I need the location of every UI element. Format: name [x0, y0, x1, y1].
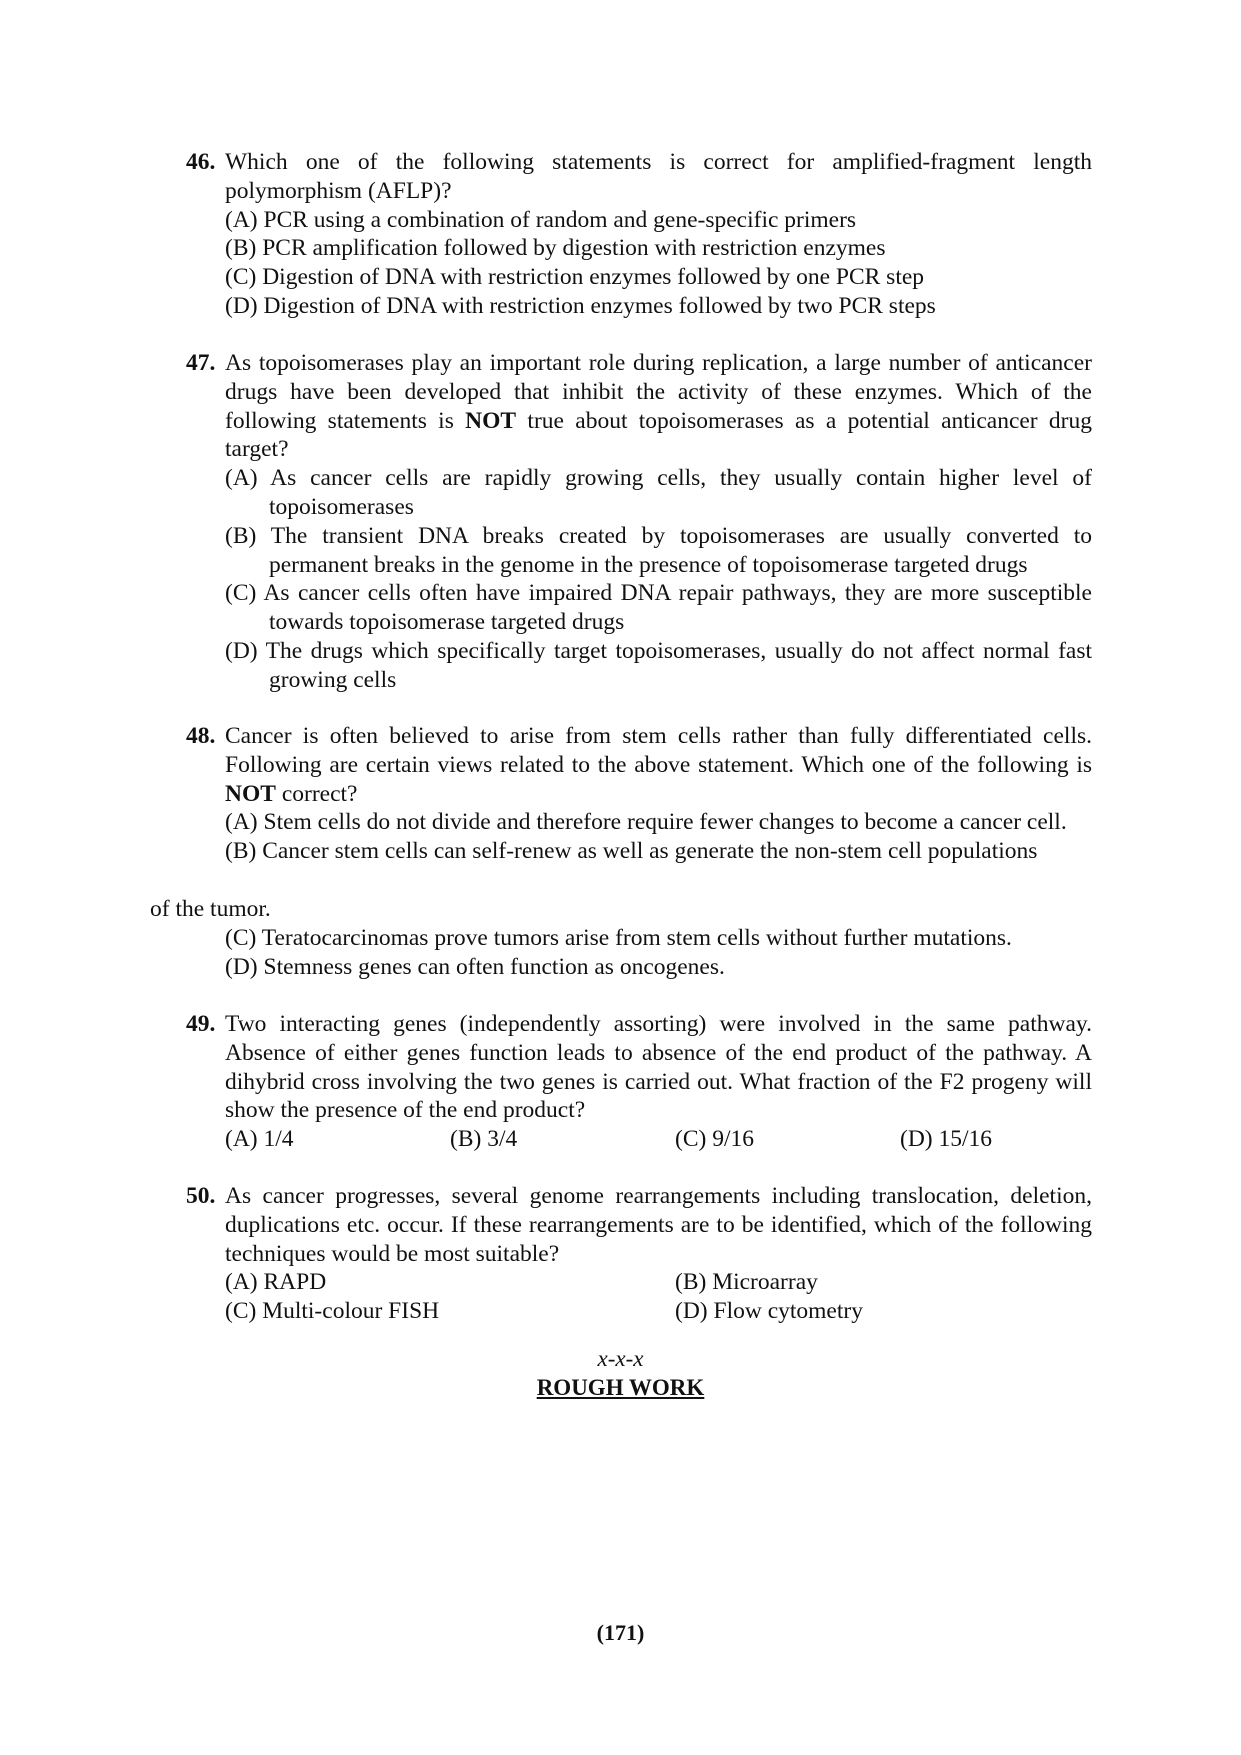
emphasis-not: NOT [225, 780, 276, 807]
option-b: (B) The transient DNA breaks created by topoisomerases are usually converted to permanent breaks in the genome in the presence of topoisomerase targeted drugs [225, 522, 1092, 578]
option-b: (B) Cancer stem cells can self-renew as well as generate the non-stem cell populations [225, 838, 1038, 865]
stem-text-end: correct? [281, 780, 358, 807]
option-b-continuation: of the tumor. [150, 896, 271, 922]
option-b: (B) 3/4 [450, 1126, 518, 1153]
option-d: (D) Stemness genes can often function as oncogenes. [225, 953, 725, 980]
option-d: (D) Flow cytometry [675, 1298, 863, 1325]
option-c: (C) As cancer cells often have impaired DNA repair pathways, they are more susceptible towards topoisomerase targeted drugs [225, 580, 1092, 636]
option-c: (C) 9/16 [675, 1126, 754, 1153]
option-c: (C) Multi-colour FISH [225, 1298, 440, 1325]
option-a: (A) RAPD [225, 1269, 327, 1296]
option-d: (D) The drugs which specifically target topoisomerases, usually do not affect normal fast growing cells [225, 637, 1092, 693]
option-b: (B) Microarray [675, 1269, 818, 1296]
question-46 [186, 148, 1092, 321]
emphasis-not: NOT [465, 407, 517, 434]
option-c: (C) Digestion of DNA with restriction enzymes followed by one PCR step [225, 264, 925, 291]
question-48-cont [186, 924, 1092, 982]
section-separator: x-x-x [597, 1346, 644, 1371]
option-a: (A) PCR using a combination of random and gene-specific primers [225, 206, 857, 233]
question-stem: Which one of the following statements is correct for amplified-fragment length polymorphism (AFLP)? [225, 149, 1092, 204]
question-stem: As cancer progresses, several genome rearrangements including translocation, deletion, duplications etc. occur. If these rearrangements are to be identified, which of the following techniques would be most suitable? [225, 1183, 1092, 1267]
option-a: (A) 1/4 [225, 1126, 294, 1153]
option-c: (C) Teratocarcinomas prove tumors arise from stem cells without further mutations. [225, 925, 1012, 951]
question-48 [186, 722, 1092, 866]
question-number: 49. [186, 1011, 216, 1037]
option-d: (D) 15/16 [900, 1126, 993, 1153]
page-number: (171) [596, 1620, 645, 1645]
rough-work-label: ROUGH WORK [536, 1375, 705, 1400]
question-number: 46. [186, 149, 216, 175]
stem-text-end: true about topoisomerases as a potential anticancer drug target? [225, 407, 1093, 463]
options-grid [225, 1268, 1092, 1326]
question-number: 48. [186, 723, 216, 749]
question-stem [225, 349, 1092, 464]
question-49 [186, 1010, 1092, 1154]
option-a: (A) As cancer cells are rapidly growing cells, they usually contain higher level of topoisomerases [225, 465, 1092, 520]
question-47 [186, 349, 1092, 695]
options-row [225, 1125, 1092, 1154]
question-stem [225, 722, 1092, 808]
question-50 [186, 1182, 1092, 1326]
question-number: 50. [186, 1183, 216, 1209]
option-a: (A) Stem cells do not divide and therefore require fewer changes to become a cancer cell. [225, 809, 1067, 836]
rough-work-heading [0, 1375, 1241, 1401]
stem-text: As topoisomerases play an important role during replication, a large number of anticancer drugs have been developed that inhibit the activity of these enzymes. Which of the following statements is [225, 350, 1092, 434]
stem-text: Cancer is often believed to arise from stem cells rather than fully differentiated cells. Following are certain views related to the above statement. Which one of the following is [225, 723, 1092, 778]
question-number: 47. [186, 350, 216, 376]
option-b: (B) PCR amplification followed by digestion with restriction enzymes [225, 235, 886, 262]
option-d: (D) Digestion of DNA with restriction enzymes followed by two PCR steps [225, 292, 936, 319]
question-stem: Two interacting genes (independently assorting) were involved in the same pathway. Absence of either genes function leads to absence of the end product of the pathway. A dihybrid cross involving the two genes is carried out. What fraction of the F2 progeny will show the presence of the end product? [225, 1011, 1092, 1124]
